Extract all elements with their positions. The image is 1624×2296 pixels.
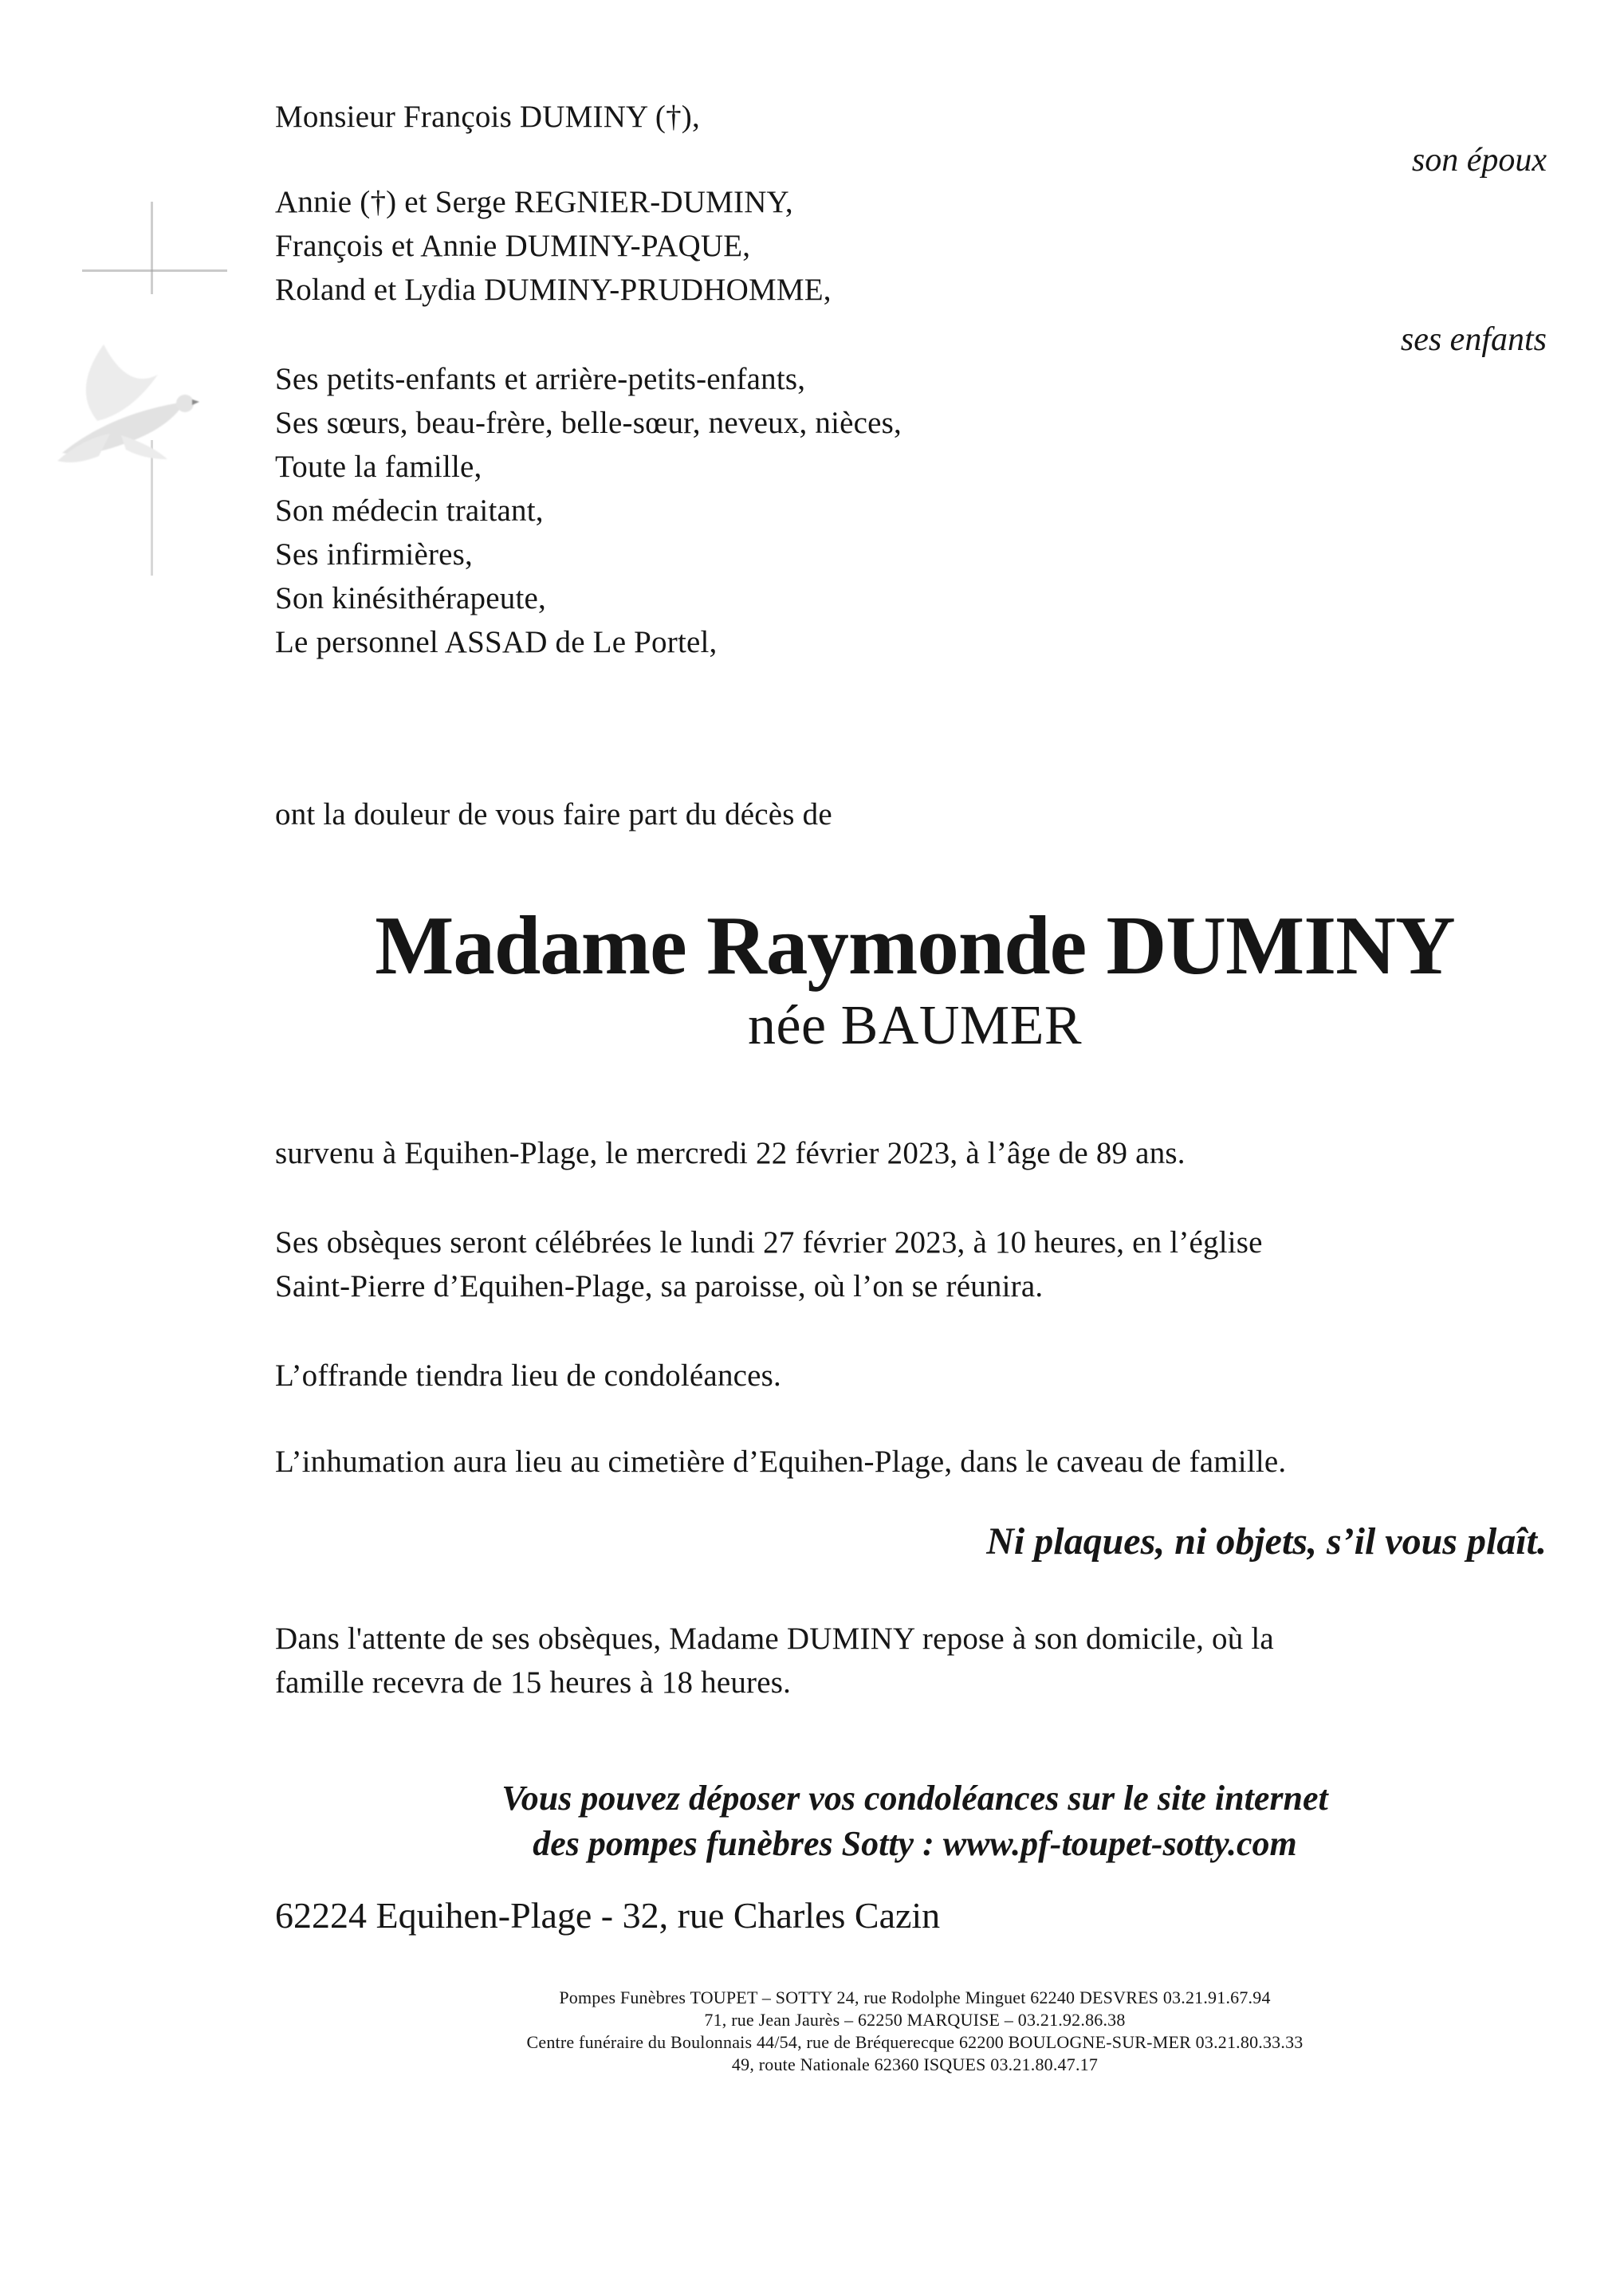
funeral-home-line: Centre funéraire du Boulonnais 44/54, rue de Bréquerecque 62200 BOULOGNE-SUR-MER 03.21.80.33.33 [526,2032,1304,2052]
home-address: 62224 Equihen-Plage - 32, rue Charles Cazin [275,1895,941,1936]
funeral-home-line: 49, route Nationale 62360 ISQUES 03.21.80.47.17 [731,2054,1099,2074]
funeral-line: Ses obsèques seront célébrées le lundi 27 février 2023, à 10 heures, en l’église [275,1225,1263,1260]
funeral-paragraph [275,1221,1263,1308]
funeral-line: Saint-Pierre d’Equihen-Plage, sa paroisse, où l’on se réunira. [275,1269,1044,1303]
funeral-home-footer [275,1987,1555,2076]
relatives-line: Ses infirmières, [275,537,473,572]
relatives-line: Le personnel ASSAD de Le Portel, [275,625,718,659]
relatives-lines [275,357,902,664]
children-line: Annie (†) et Serge REGNIER-DUMINY, [275,185,793,219]
relatives-line: Ses petits-enfants et arrière-petits-enfants, [275,362,806,396]
relatives-line: Ses sœurs, beau-frère, belle-sœur, neveux, nièces, [275,406,902,440]
offering-line: L’offrande tiendra lieu de condoléances. [275,1358,781,1393]
children-lines [275,180,832,312]
intro-line: ont la douleur de vous faire part du décès de [275,797,832,832]
husband-line: Monsieur François DUMINY (†), [275,100,700,134]
cross-icon [151,202,153,294]
husband-role-note: son époux [1411,142,1547,179]
deceased-name: Madame Raymonde DUMINY [375,898,1455,992]
cross-icon [82,269,227,272]
relatives-line: Son médecin traitant, [275,493,544,528]
dove-icon [48,340,238,474]
children-role-note: ses enfants [1400,321,1547,358]
death-line: survenu à Equihen-Plage, le mercredi 22 février 2023, à l’âge de 89 ans. [275,1136,1186,1170]
condolences-line: Vous pouvez déposer vos condoléances sur le site internet [501,1779,1328,1818]
relatives-line: Toute la famille, [275,450,482,484]
wake-paragraph [275,1617,1274,1704]
children-line: Roland et Lydia DUMINY-PRUDHOMME, [275,273,832,307]
relatives-line: Son kinésithérapeute, [275,581,546,615]
funeral-home-line: 71, rue Jean Jaurès – 62250 MARQUISE – 03.21.92.86.38 [704,2010,1126,2030]
deceased-maiden-name: née BAUMER [747,995,1083,1056]
wake-line: Dans l'attente de ses obsèques, Madame DUMINY repose à son domicile, où la [275,1622,1274,1656]
funeral-home-line: Pompes Funèbres TOUPET – SOTTY 24, rue Rodolphe Minguet 62240 DESVRES 03.21.91.67.94 [559,1987,1271,2007]
burial-line: L’inhumation aura lieu au cimetière d’Equihen-Plage, dans le caveau de famille. [275,1445,1287,1479]
condolences-line: des pompes funèbres Sotty : www.pf-toupet-sotty.com [533,1824,1297,1863]
no-plaques-note: Ni plaques, ni objets, s’il vous plaît. [986,1520,1547,1563]
wake-line: famille recevra de 15 heures à 18 heures. [275,1665,792,1700]
children-line: François et Annie DUMINY-PAQUE, [275,229,751,263]
condolences-note [275,1775,1555,1866]
